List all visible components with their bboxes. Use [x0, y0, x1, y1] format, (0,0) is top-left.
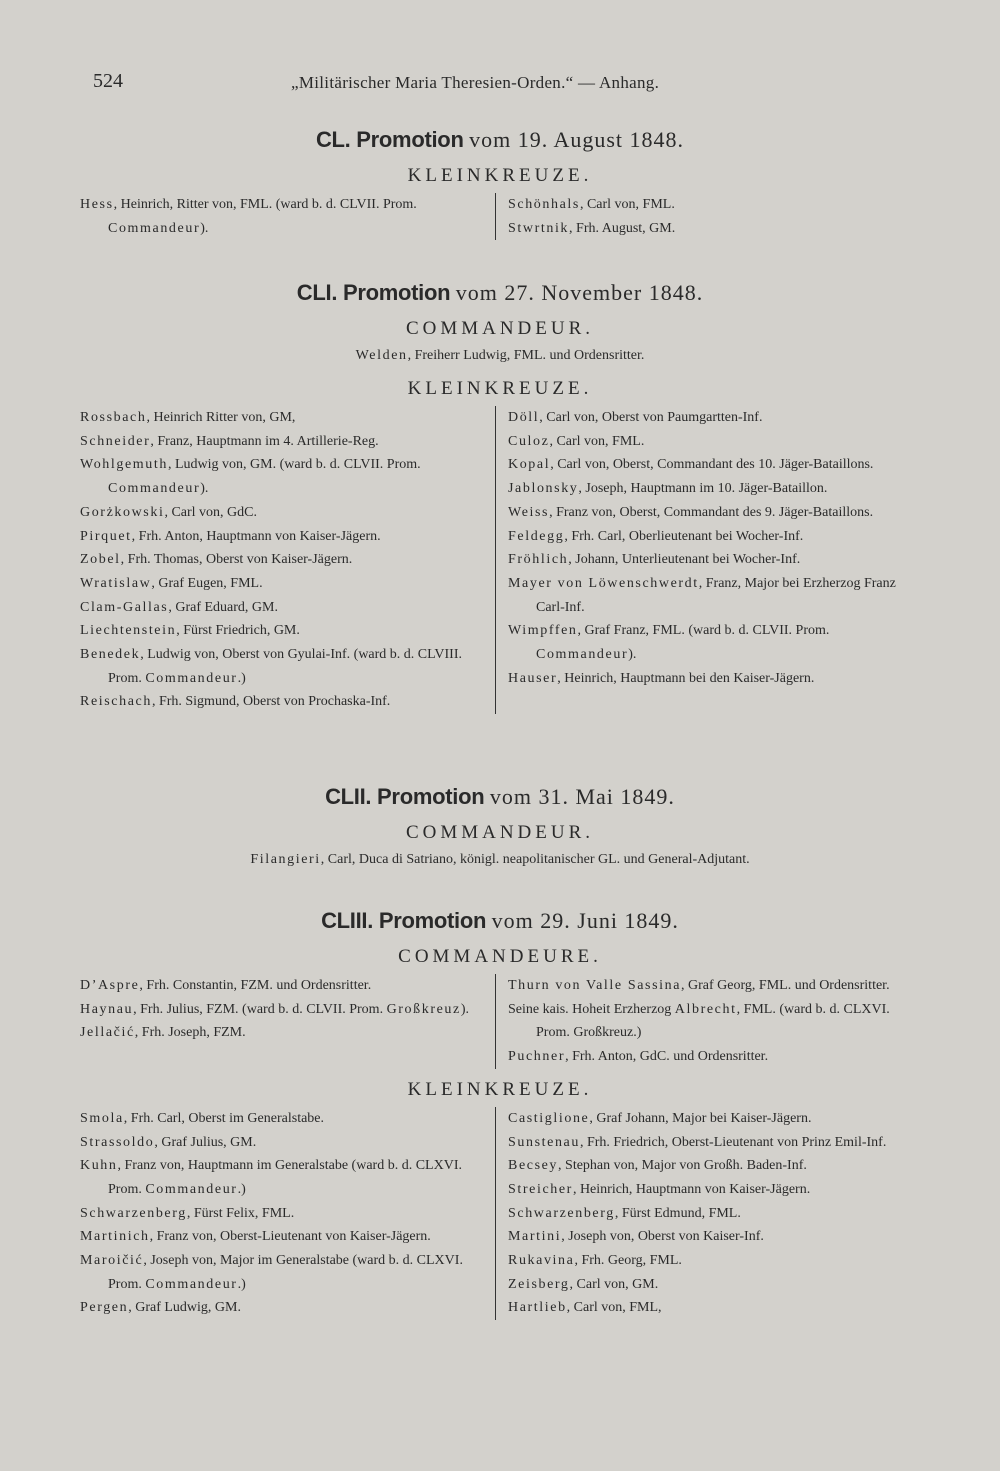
entry-text: , Frh. Constantin, FZM. und Ordensritter. [139, 978, 372, 993]
group-heading: COMMANDEUR. [405, 822, 595, 843]
running-head [93, 70, 910, 100]
entry-text: , Stephan von, Major von Großh. Baden-Inf. [558, 1158, 807, 1174]
list-entry [80, 643, 485, 690]
list-entry [508, 1202, 920, 1226]
entry-name: Weiss [508, 504, 550, 520]
list-entry [80, 1131, 485, 1155]
two-column-list [80, 193, 920, 240]
promotion-clii [80, 782, 920, 870]
list-entry [80, 1021, 485, 1045]
entry-text: , Graf Eduard, GM. [168, 599, 278, 615]
entry-name: Jablonsky [508, 481, 579, 497]
entry-text: , Frh. Thomas, Oberst von Kaiser-Jägern. [120, 552, 353, 568]
entry-text: , Frh. Friedrich, Oberst-Lieutenant von Prinz Emil-Inf. [579, 1134, 887, 1150]
entry-text: , Franz von, Oberst, Commandant des 9. Jäger-Bataillons. [549, 504, 874, 520]
list-entry [80, 998, 485, 1022]
entry-name: Hartlieb [508, 1300, 567, 1316]
entry-name: Pergen [80, 1300, 129, 1316]
single-entry [80, 850, 920, 870]
entry-text: , Ludwig von, GM. (ward b. d. CLVII. Prom. [167, 457, 421, 473]
list-entry [508, 548, 920, 572]
list-entry [508, 1273, 920, 1297]
page-number: 524 [93, 70, 123, 92]
entry-text: , Fürst Edmund, FML. [614, 1205, 741, 1221]
list-entry [508, 974, 920, 998]
list-entry [80, 1154, 485, 1201]
entry-tail: , FML. (ward b. d. CLXVI. Prom. Großkreuz.) [536, 1001, 890, 1041]
list-entry [80, 430, 485, 454]
left-column [80, 193, 495, 240]
list-entry [508, 1045, 920, 1069]
left-column [80, 1107, 495, 1320]
entry-name: Kuhn [80, 1158, 118, 1174]
list-entry [508, 217, 920, 241]
entry-tail: .) [237, 1181, 246, 1197]
entry-name: Welden [355, 348, 408, 363]
promotion-heading: CLII. Promotion vom 31. Mai 1849. [325, 784, 675, 809]
entry-text: , Carl von, FML. [549, 433, 645, 449]
entry-name: Gorżkowski [80, 504, 165, 520]
list-entry [80, 619, 485, 643]
entry-name: Thurn von Valle Sassina [508, 978, 682, 993]
entry-text: , Graf Julius, GM. [154, 1134, 257, 1150]
right-column [495, 406, 920, 714]
entry-rank: Commandeur [108, 481, 201, 497]
list-entry [80, 596, 485, 620]
group-heading: KLEINKREUZE. [407, 165, 593, 186]
entry-text: , Heinrich, Hauptmann bei den Kaiser-Jägern. [557, 670, 815, 686]
entry-text: , Franz von, Hauptmann im Generalstabe (ward b. d. CLXVI. Prom. [108, 1158, 462, 1197]
entry-name: Hauser [508, 670, 558, 686]
list-entry [508, 193, 920, 217]
entry-rank: Großkreuz [386, 1001, 461, 1017]
entry-text: , Frh. Anton, Hauptmann von Kaiser-Jägern. [131, 528, 381, 544]
list-entry [508, 525, 920, 549]
entry-tail: ). [200, 220, 209, 236]
entry-text: , Franz von, Oberst-Lieutenant von Kaiser-Jägern. [149, 1229, 431, 1245]
list-entry [508, 1131, 920, 1155]
two-column-list [80, 1107, 920, 1320]
list-entry [508, 477, 920, 501]
entry-text: , Graf Johann, Major bei Kaiser-Jägern. [589, 1110, 812, 1126]
group-heading: COMMANDEURE. [398, 946, 602, 967]
list-entry [508, 430, 920, 454]
entry-text: , Carl von, Oberst, Commandant des 10. Jäger-Bataillons. [550, 457, 874, 473]
list-entry [508, 501, 920, 525]
list-entry [508, 1249, 920, 1273]
list-entry [508, 1178, 920, 1202]
entry-name: Fröhlich [508, 552, 569, 568]
list-entry [80, 572, 485, 596]
entry-name: Puchner [508, 1049, 566, 1065]
list-entry [80, 974, 485, 998]
left-column [80, 974, 495, 1069]
entry-rank: Albrecht [674, 1001, 737, 1017]
entry-text: , Heinrich, Ritter von, FML. (ward b. d. CLVII. Prom. [113, 197, 417, 212]
entry-name: Jellačić [80, 1025, 135, 1041]
entry-name: Pirquet [80, 528, 132, 544]
entry-name: D’Aspre [80, 978, 140, 993]
entry-name: Castiglione [508, 1110, 590, 1126]
entry-name: Streicher [508, 1181, 573, 1197]
entry-text: , Frh. August, GM. [569, 220, 676, 236]
running-head-title: „Militärischer Maria Theresien-Orden.“ — Anhang. [291, 73, 660, 92]
list-entry [80, 453, 485, 500]
entry-text: , Heinrich, Hauptmann von Kaiser-Jägern. [572, 1181, 811, 1197]
entry-text: , Freiherr Ludwig, FML. und Ordensritter. [407, 348, 645, 363]
list-entry [80, 1225, 485, 1249]
entry-text: , Carl von, GdC. [164, 504, 257, 520]
list-entry [508, 1296, 920, 1320]
entry-text: , Joseph, Hauptmann im 10. Jäger-Bataillon. [578, 481, 828, 497]
promotion-heading: CLI. Promotion vom 27. November 1848. [296, 280, 704, 305]
entry-text: , Graf Eugen, FML. [151, 575, 263, 591]
list-entry [80, 548, 485, 572]
left-column [80, 406, 495, 714]
single-entry [80, 346, 920, 366]
promotion-heading: CL. Promotion vom 19. August 1848. [315, 127, 685, 152]
entry-name: Strassoldo [80, 1134, 155, 1150]
entry-text: , Johann, Unterlieutenant bei Wocher-Inf. [568, 552, 801, 568]
entry-name: Maroičić [80, 1253, 144, 1269]
two-column-list [80, 406, 920, 714]
entry-name: Wratislaw [80, 575, 152, 591]
entry-text: , Graf Franz, FML. (ward b. d. CLVII. Prom. [577, 623, 830, 639]
entry-name: Martini [508, 1229, 562, 1245]
entry-name: Mayer von Löwenschwerdt [508, 575, 699, 591]
list-entry [508, 998, 920, 1045]
entry-text: , Franz, Major bei Erzherzog Franz Carl-Inf. [536, 575, 896, 615]
entry-text: , Fürst Friedrich, GM. [176, 623, 300, 639]
entry-text: , Graf Ludwig, GM. [128, 1300, 241, 1316]
entry-name: Schönhals [508, 197, 580, 212]
entry-name: Becsey [508, 1158, 559, 1174]
right-column [495, 974, 920, 1069]
entry-name: Culoz [508, 433, 550, 449]
entry-text: , Graf Georg, FML. und Ordensritter. [681, 978, 890, 993]
entry-name: Wohlgemuth [80, 457, 168, 473]
entry-rank: Commandeur [108, 220, 201, 236]
promotion-cl [80, 125, 920, 240]
entry-text: , Frh. Joseph, FZM. [134, 1025, 246, 1041]
entry-text: , Ludwig von, Oberst von Gyulai-Inf. (ward b. d. CLVIII. Prom. [108, 647, 463, 686]
entry-tail: .) [237, 670, 246, 686]
entry-rank: Commandeur [145, 670, 238, 686]
list-entry [508, 1107, 920, 1131]
promotion-cliii [80, 906, 920, 1320]
entry-name: Martinich [80, 1229, 150, 1245]
entry-name: Wimpffen [508, 623, 578, 639]
group-heading: KLEINKREUZE. [407, 378, 593, 399]
two-column-list [80, 974, 920, 1069]
entry-name: Schwarzenberg [508, 1205, 615, 1221]
list-entry [80, 525, 485, 549]
list-entry [508, 1154, 920, 1178]
entry-name: Rukavina [508, 1253, 575, 1269]
entry-text: , Carl von, FML. [579, 197, 675, 212]
entry-text: , Franz, Hauptmann im 4. Artillerie-Reg. [150, 433, 379, 449]
entry-name: Schneider [80, 433, 151, 449]
list-entry [80, 1107, 485, 1131]
right-column [495, 193, 920, 240]
entry-text: Seine kais. Hoheit Erzherzog [508, 1001, 675, 1017]
entry-name: Feldegg [508, 528, 565, 544]
entry-text: , Carl, Duca di Satriano, königl. neapolitanischer GL. und General-Adjutant. [320, 852, 750, 867]
entry-text: , Heinrich Ritter von, GM, [146, 410, 296, 425]
list-entry [80, 1202, 485, 1226]
entry-text: , Frh. Carl, Oberlieutenant bei Wocher-Inf. [564, 528, 804, 544]
list-entry [508, 619, 920, 666]
right-column [495, 1107, 920, 1320]
list-entry [508, 667, 920, 691]
entry-text: , Fürst Felix, FML. [186, 1205, 295, 1221]
list-entry [80, 1249, 485, 1296]
entry-name: Zeisberg [508, 1276, 570, 1292]
entry-tail: ). [200, 481, 209, 497]
promotion-heading: CLIII. Promotion vom 29. Juni 1849. [321, 908, 679, 933]
entry-name: Filangieri [250, 852, 321, 867]
entry-name: Smola [80, 1110, 124, 1126]
list-entry [508, 572, 920, 619]
entry-text: , Frh. Carl, Oberst im Generalstabe. [123, 1110, 325, 1126]
entry-text: , Frh. Georg, FML. [574, 1253, 682, 1269]
entry-text: , Frh. Anton, GdC. und Ordensritter. [565, 1049, 769, 1065]
group-heading: KLEINKREUZE. [407, 1078, 593, 1100]
entry-name: Haynau [80, 1001, 134, 1017]
entry-name: Clam-Gallas [80, 599, 169, 615]
entry-name: Hess [80, 197, 114, 212]
entry-rank: Commandeur [145, 1276, 238, 1292]
entry-name: Benedek [80, 647, 141, 663]
list-entry [80, 690, 485, 714]
list-entry [508, 406, 920, 430]
entry-tail: .) [237, 1276, 246, 1292]
entry-name: Sunstenau [508, 1134, 580, 1150]
entry-name: Liechtenstein [80, 623, 177, 639]
entry-text: , Joseph von, Major im Generalstabe (ward b. d. CLXVI. Prom. [108, 1253, 463, 1292]
list-entry [508, 1225, 920, 1249]
promotion-cli [80, 278, 920, 714]
entry-rank: Commandeur [536, 647, 629, 663]
list-entry [508, 453, 920, 477]
entry-tail: ). [628, 647, 637, 663]
entry-name: Schwarzenberg [80, 1205, 187, 1221]
entry-text: , Frh. Sigmund, Oberst von Prochaska-Inf. [151, 694, 391, 710]
entry-name: Döll [508, 410, 540, 425]
entry-text: , Joseph von, Oberst von Kaiser-Inf. [561, 1229, 764, 1245]
entry-tail: ). [460, 1001, 470, 1017]
list-entry [80, 1296, 485, 1320]
entry-name: Kopal [508, 457, 551, 473]
entry-text: , Carl von, Oberst von Paumgartten-Inf. [539, 410, 763, 425]
list-entry [80, 193, 485, 240]
list-entry [80, 501, 485, 525]
entry-text: , Carl von, FML, [566, 1300, 662, 1316]
list-entry [80, 406, 485, 430]
entry-name: Stwrtnik [508, 220, 570, 236]
group-heading: COMMANDEUR. [405, 318, 595, 339]
entry-name: Zobel [80, 552, 121, 568]
entry-name: Rossbach [80, 410, 147, 425]
entry-text: , Carl von, GM. [569, 1276, 659, 1292]
entry-name: Reischach [80, 694, 152, 710]
entry-text: , Frh. Julius, FZM. (ward b. d. CLVII. Prom. [133, 1001, 387, 1017]
entry-rank: Commandeur [145, 1181, 238, 1197]
